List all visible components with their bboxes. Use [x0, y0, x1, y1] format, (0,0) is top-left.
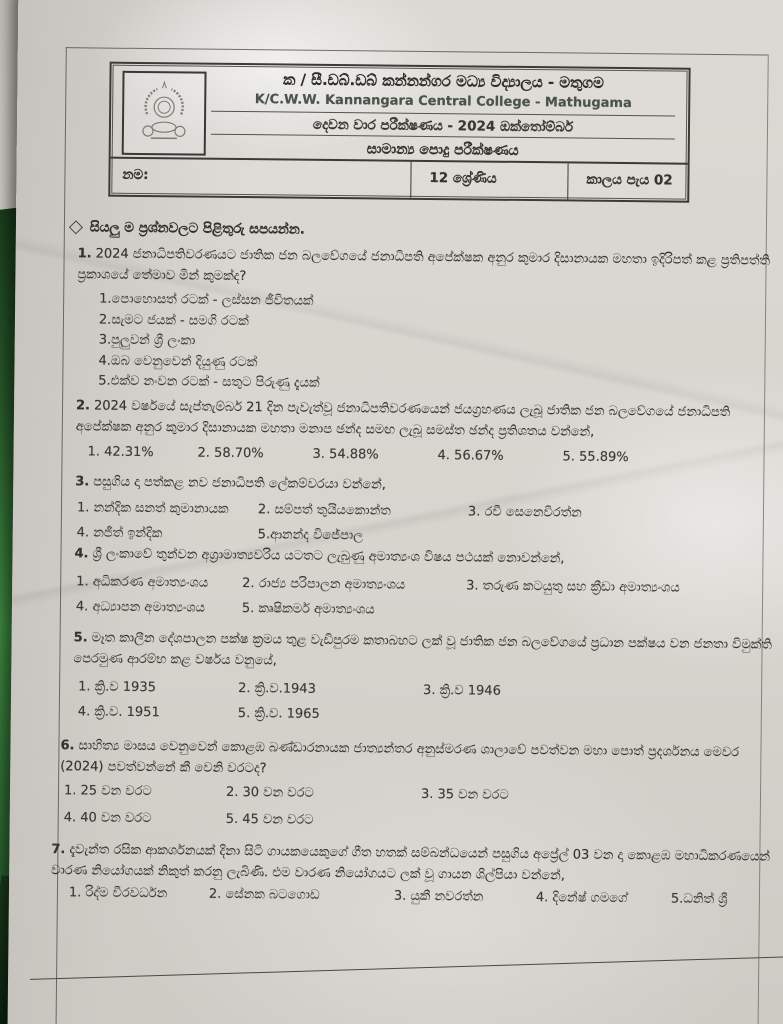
option: 2. රාජ්‍ය පරිපාලන අමාත්‍යංශය: [242, 576, 406, 593]
option: 5. කෘෂිකර්ම අමාත්‍යංශය: [241, 601, 375, 618]
option: 1.පොහොසත් රටක් - ලස්සන ජීවිතයක්: [99, 291, 314, 309]
option: 3. ක්‍රි.ව 1946: [423, 682, 501, 699]
options-list: [78, 677, 773, 729]
question-6: [60, 735, 761, 835]
option: 4.ඔබ වෙනුවෙන් දියුණු රටක්: [98, 353, 258, 370]
name-label: නම:: [122, 166, 149, 184]
option: 5. 45 වන වරට: [225, 811, 314, 828]
question-number: 1.: [77, 246, 92, 262]
option: 3. රවී සෙනෙවිරත්න: [467, 504, 582, 521]
option: 4. 40 වන වරට: [63, 810, 152, 827]
question-number: 3.: [75, 474, 90, 490]
options-list: [64, 781, 760, 835]
option: 5.ධනිත් ශ්‍රී: [670, 891, 728, 908]
option: 4. නජීත් ඉන්දික: [76, 525, 163, 542]
option: 2. සේනක බටගොඩ: [208, 886, 320, 903]
option: 3. 35 වන වරට: [420, 786, 509, 803]
option: 1. අධිකරණ අමාත්‍යංශය: [76, 574, 209, 591]
option: 5.ආනන්ද විජේපාල: [257, 527, 364, 544]
question-number: 2.: [75, 398, 91, 414]
question-3: [75, 471, 776, 550]
question-text: 6. සාහිත්‍ය මාසය වෙනුවෙන් කොළඹ බණ්ඩාරනායක ජාත්‍යන්තර අනුස්මරණ ශාලාවේ පවත්වන මහා පොත් ප්‍රදර්ශනය මෙවර (2024) පවත්වන්නේ කී වෙනි වරටද?: [60, 738, 740, 777]
school-name-english: K/C.W.W. Kannangara Central College - Mathugama: [254, 92, 632, 112]
option: 4. 56.67%: [437, 448, 504, 464]
question-text: 3. පසුගිය දා පත්කළ නව ජනාධිපති ලේකම්වරයා වන්නේ,: [75, 474, 386, 493]
candidate-info-row: [110, 157, 687, 201]
option: 3. තරුණ කටයුතු සහ ක්‍රීඩා අමාත්‍යංශය: [466, 578, 680, 596]
exam-title: දෙවන වාර පරීක්ෂණය - 2024 ඔක්තෝම්බර්: [211, 111, 675, 137]
option: 2.සැමට ජයක් - සමගි රටක්: [98, 312, 249, 329]
option: 2. සම්පත් තුයියකොන්ත: [257, 502, 391, 519]
question-number: 7.: [51, 842, 66, 858]
grade-cell: 12 ශ්‍රේණිය: [410, 162, 567, 200]
school-crest-icon: [135, 80, 194, 147]
option: 1. නන්දික සනත් කුමානායක: [76, 500, 229, 517]
option: 2. ක්‍රි.ව.1943: [238, 681, 316, 697]
question-text: 5. මෑත කාලීන දේශපාලන පක්ෂ ක්‍රමය තුළ වැඩිපුරම කතාබහට ලක් වූ ජාතික ජන බලවේගයේ ප්‍රධාන පක්ෂය වන ජනතා විමුක්ති පෙරමුණ ආරම්භ කළ වර්ෂය වනුයේ,: [73, 630, 772, 669]
instruction-text: සියලු ම ප්‍රශ්නවලට පිළිතුරු සපයන්න.: [89, 219, 305, 238]
option: 3. යුකී නවරත්න: [393, 888, 484, 905]
name-field-cell: [110, 159, 410, 198]
printed-content: [7, 0, 783, 1024]
question-2: [75, 395, 776, 469]
option: 2. 30 වන වරට: [225, 784, 314, 801]
option: 1. 42.31%: [87, 444, 154, 461]
options-list: [76, 572, 774, 624]
option: 2. 58.70%: [197, 445, 264, 462]
question-number: 6.: [60, 738, 75, 754]
question-text: 7. දැවැන්ත රසික ආකර්ශනයක් දිනා සිටි ගායකයෙකුගේ ගීත හතක් සම්බන්ධයෙන් පසුගිය අප්‍රේල් 03 වන දා කොළඹ මහාධිකරණයෙන් වාරණ නියෝගයක් නිකුත් කරනු ලැබිණි. එම වාරණ නියෝගයට ලක් වූ ගායන ශිල්පියා වන්නේ,: [51, 842, 771, 884]
question-text: 1. 2024 ජනාධිපතිවරණයට ජාතික ජන බලවේගයේ ජනාධිපති අපේක්ෂක අනුර කුමාර දිසානායක මහතා ඉදිරිපත් කළ ප්‍රතිපත්ති ප්‍රකාශයේ තේමාව මින් කුමක්ද?: [77, 246, 771, 285]
school-name-sinhala: ක / සී.ඩබ්.ඩබ් කන්නන්ගර මධ්‍ය විද්‍යාලය - මතුගම: [283, 70, 604, 92]
exam-paper-sheet: [7, 0, 783, 1024]
question-number: 5.: [73, 630, 88, 646]
school-logo-box: [122, 71, 207, 156]
question-number: 4.: [74, 546, 89, 562]
options-list: [98, 290, 777, 400]
question-text: 2. 2024 වර්ෂයේ සැප්තැම්බර් 21 දින පැවැත්වූ ජනාධිපතිවරණයෙන් ජයග්‍රහණය ලැබූ ජාතික ජන බලවේගයේ ජනාධිපති අපේක්ෂක අනුර කුමාර දිසානායක මහතා මනාප ඡන්ද සමඟ ලැබූ සමස්ත ඡන්ද ප්‍රතිශතය වන්නේ,: [75, 398, 731, 440]
option: 3.පුලුවන් ශ්‍රී ලංකා: [98, 332, 196, 349]
option: 4. ක්‍රි.ව. 1951: [77, 704, 160, 721]
paper-title: සාමාන්‍ය පොදු පරීක්ෂණය: [211, 134, 675, 161]
question-text: 4. ශ්‍රී ලංකාවේ තුන්වන අග්‍රාමාත්‍යවරිය යටතට ලැබුණු අමාත්‍යංශ විෂය පථයක් නොවන්නේ,: [74, 546, 565, 567]
diamond-bullet-icon: [69, 220, 83, 234]
option: 1. ක්‍රි.ව 1935: [78, 679, 156, 696]
option: 5. 55.89%: [562, 449, 629, 466]
options-list: [77, 498, 775, 550]
option: 5.එක්ව නංවන රටක් - සතුට පිරුණු දැයක්: [98, 373, 320, 391]
option: 4. අධ්‍යාපන අමාත්‍යංශය: [75, 599, 206, 616]
instruction-line: [71, 219, 305, 237]
option: 1. 25 වන වරට: [63, 783, 152, 800]
exam-header-box: [108, 62, 690, 203]
option: 3. 54.88%: [312, 446, 379, 463]
time-cell: කාලය පැය 02: [567, 163, 687, 200]
question-1: [76, 243, 778, 399]
option: 4. දිනේෂ් ගමගේ: [535, 890, 628, 907]
question-5: [73, 627, 774, 729]
option: 1. රිද්ම වීරවර්ධන: [68, 885, 168, 902]
question-7: [51, 839, 777, 911]
question-4: [74, 543, 775, 624]
option: 5. ක්‍රි.ව. 1965: [237, 706, 320, 722]
